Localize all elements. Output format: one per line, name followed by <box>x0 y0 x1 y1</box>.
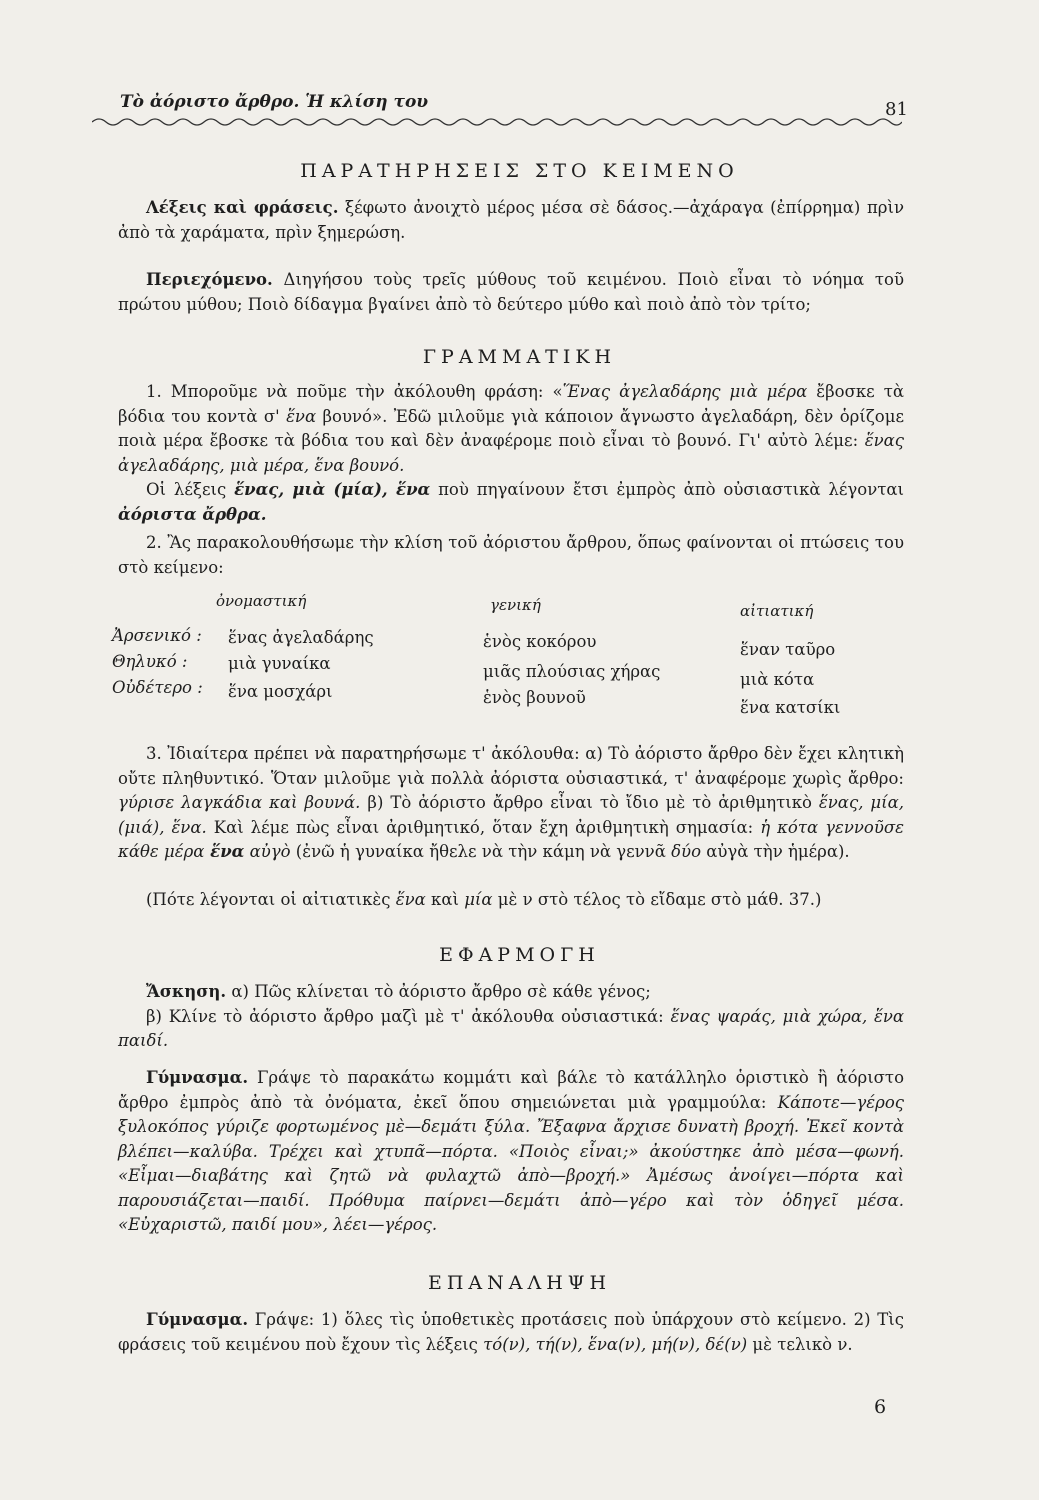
grammar-paragraph-2 <box>118 531 904 580</box>
feminine-nominative: μιὰ γυναίκα <box>228 654 331 673</box>
grammar-paragraph-1 <box>118 380 904 478</box>
row-feminine-label: Θηλυκό : <box>112 652 188 671</box>
feminine-genitive: μιᾶς πλούσιας χήρας <box>483 662 661 681</box>
grammar-p3-text: 3. Ἰδιαίτερα πρέπει νὰ παρατηρήσωμε τ' ἀκόλουθα: α) Τὸ ἀόριστο ἄρθρο δὲν ἔχει κλητικὴ οὔτε πληθυντικό. Ὅταν μιλοῦμε γιὰ πολλὰ ἀόριστα οὐσιαστικά, τ' ἀναφέρομε χωρὶς ἄρθρο: <box>118 744 904 788</box>
review-text-b: μὲ τελικὸ ν. <box>747 1334 853 1354</box>
grammar-paragraph-3 <box>118 742 904 865</box>
grammar-p1-text: 1. Μποροῦμε νὰ ποῦμε τὴν ἀκόλουθη φράση: « <box>146 382 563 401</box>
words-paragraph <box>118 196 904 245</box>
grammar-p1b-term: ἀόριστα ἄρθρα. <box>118 504 267 524</box>
review-text: Γράψε: 1) ὅλες τὶς ὑποθετικὲς προτάσεις ποὺ ὑπάρχουν στὸ κείμενο. 2) Τὶς φράσεις τοῦ κειμένου ποὺ ἔχουν τὶς λέξεις <box>118 1310 904 1354</box>
running-title: Τὸ ἀόριστο ἄρθρο. Ἡ κλίση του <box>120 92 429 112</box>
content-text: Διηγήσου τοὺς τρεῖς μύθους τοῦ κειμένου. Ποιὸ εἶναι τὸ νόημα τοῦ πρώτου μύθου; Ποιὸ δίδαγμα βγαίνει ἀπὸ τὸ δεύτερο μύθο καὶ ποιὸ ἀπὸ τὸν τρίτο; <box>118 270 904 314</box>
declension-table <box>112 592 904 732</box>
row-masculine-label: Ἀρσενικό : <box>112 626 202 645</box>
content-label: Περιεχόμενο. <box>146 270 273 289</box>
grammar-p3-text-b: β) Τὸ ἀόριστο ἄρθρο εἶναι τὸ ἴδιο μὲ τὸ ἀριθμητικὸ <box>360 793 819 812</box>
words-label: Λέξεις καὶ φράσεις. <box>146 198 339 217</box>
grammar-p1-list: ἕνας ἀγελαδάρης, μιὰ μέρα, ἕνα βουνό. <box>118 431 904 475</box>
neuter-accusative: ἕνα κατσίκι <box>740 698 841 717</box>
grammar-p1-quote: Ἕνας ἀγελαδάρης μιὰ μέρα <box>562 382 808 401</box>
masculine-genitive: ἑνὸς κοκόρου <box>483 632 597 651</box>
masculine-accusative: ἕναν ταῦρο <box>740 640 836 659</box>
exercise-part-a: α) Πῶς κλίνεται τὸ ἀόριστο ἄρθρο σὲ κάθε γένος; <box>226 982 651 1001</box>
grammar-p3-example-2: ἕνας, μία, (μιά), ἕνα. <box>118 793 904 837</box>
grammar-p3-example-6: δύο <box>671 842 702 861</box>
masculine-nominative: ἕνας ἀγελαδάρης <box>228 628 374 647</box>
exercise-label: Ἄσκηση. <box>146 982 227 1001</box>
application-heading: ΕΦΑΡΜΟΓΗ <box>439 944 600 966</box>
grammar-p3-example-5: αὐγὸ <box>244 842 291 861</box>
review-paragraph <box>118 1308 904 1357</box>
grammar-p3-example-3: ἡ κότα γεννοῦσε κάθε μέρα <box>118 817 904 861</box>
neuter-genitive: ἑνὸς βουνοῦ <box>483 688 586 707</box>
header-accusative: αἰτιατική <box>740 602 814 620</box>
grammar-p3-example-1: γύρισε λαγκάδια καὶ βουνά. <box>118 793 361 812</box>
gymnasma-text: Γράψε τὸ παρακάτω κομμάτι καὶ βάλε τὸ κατάλληλο ὁριστικὸ ἢ ἀόριστο ἄρθρο ἐμπρὸς ἀπὸ τὰ ὀνόματα, ἐκεῖ ὅπου σημειώνεται μιὰ γραμμούλα: <box>118 1068 904 1112</box>
review-label: Γύμνασμα. <box>146 1310 249 1329</box>
grammar-p1b-words: ἕνας, μιὰ (μία), ἕνα <box>234 480 431 499</box>
feminine-accusative: μιὰ κότα <box>740 670 815 689</box>
header-nominative: ὀνομαστική <box>216 592 307 610</box>
signature-mark: 6 <box>874 1396 887 1418</box>
exercise-part-b-words: ἕνας ψαράς, μιὰ χώρα, ἕνα παιδί. <box>118 1006 905 1050</box>
exercise-part-b: β) Κλίνε τὸ ἀόριστο ἄρθρο μαζὶ μὲ τ' ἀκόλουθα οὐσιαστικά: <box>146 1006 671 1026</box>
grammar-heading: ΓΡΑΜΜΑΤΙΚΗ <box>422 346 617 368</box>
gymnasma-label: Γύμνασμα. <box>146 1068 249 1087</box>
grammar-p1-text-b: ἔβοσκε τὰ βόδια του κοντὰ σ' <box>118 382 904 426</box>
content-paragraph <box>118 268 904 317</box>
grammar-p1-quote2: ἕνα <box>286 406 317 426</box>
grammar-p3b-example-1: ἕνα <box>395 890 426 909</box>
wavy-rule <box>92 110 902 132</box>
gymnasma-paragraph <box>118 1066 904 1238</box>
grammar-p1-text-c: βουνό». Ἐδῶ μιλοῦμε γιὰ κάποιον ἄγνωστο ἀγελαδάρη, δὲν ὁρίζομε ποιὰ μέρα ἔβοσκε τὰ βόδια του καὶ δὲν ἀναφέρομε ποιὸ εἶναι τὸ βουνό. Γι' αὐτὸ λέμε: <box>118 406 904 450</box>
review-words: τό(ν), τή(ν), ἕνα(ν), μή(ν), δέ(ν) <box>483 1334 748 1354</box>
grammar-p3b-text-c: μὲ ν στὸ τέλος τὸ εἴδαμε στὸ μάθ. 37.) <box>492 890 822 909</box>
grammar-p3-text-e: αὐγὰ τὴν ἡμέρα). <box>701 842 850 861</box>
grammar-p2-text: 2. Ἂς παρακολουθήσωμε τὴν κλίση τοῦ ἀόριστου ἄρθρου, ὅπως φαίνονται οἱ πτώσεις του στὸ κείμενο: <box>118 533 904 577</box>
grammar-p3-example-4: ἕνα <box>204 842 245 861</box>
grammar-p3-text-d: (ἐνῶ ἡ γυναίκα ἤθελε νὰ τὴν κάμη νὰ γεννᾶ <box>290 842 672 861</box>
grammar-p1b-text: Οἱ λέξεις <box>146 480 235 499</box>
review-heading: ΕΠΑΝΑΛΗΨΗ <box>427 1272 612 1294</box>
page-number: 81 <box>885 99 908 120</box>
row-neuter-label: Οὐδέτερο : <box>112 678 203 697</box>
grammar-p3b-example-2: μία <box>464 890 493 909</box>
observations-heading: ΠΑΡΑΤΗΡΗΣΕΙΣ ΣΤΟ ΚΕΙΜΕΝΟ <box>300 160 739 182</box>
header-genitive: γενική <box>490 596 541 614</box>
grammar-paragraph-1b <box>118 478 904 527</box>
grammar-p1b-text-b: ποὺ πηγαίνουν ἔτσι ἐμπρὸς ἀπὸ οὐσιαστικὰ λέγονται <box>430 480 904 499</box>
grammar-paragraph-3b <box>118 888 904 913</box>
grammar-p3b-text: (Πότε λέγονται οἱ αἰτιατικὲς <box>146 890 396 909</box>
gymnasma-passage: Κάποτε—γέρος ξυλοκόπος γύριζε φορτωμένος μὲ—δεμάτι ξύλα. Ἔξαφνα ἄρχισε δυνατὴ βροχή. Ἐκεῖ κοντὰ βλέπει—καλύβα. Τρέχει καὶ χτυπᾶ—πόρτα. «Ποιὸς εἶναι;» ἀκούστηκε ἀπὸ μέσα—φωνή. «Εἶμαι—διαβάτης καὶ ζητῶ νὰ φυλαχτῶ ἀπὸ—βροχή.» Ἀμέσως ἀνοίγει—πόρτα καὶ παρουσιάζεται—παιδί. Πρόθυμα παίρνει—δεμάτι ἀπὸ—γέρο καὶ τὸν ὁδηγεῖ μέσα. «Εὐχαριστῶ, παιδί μου», λέει—γέρος. <box>118 1092 904 1234</box>
words-text: ξέφωτο ἀνοιχτὸ μέρος μέσα σὲ δάσος.—ἀχάραγα (ἐπίρρημα) πρὶν ἀπὸ τὰ χαράματα, πρὶν ξημερώση. <box>118 198 904 242</box>
grammar-p3b-text-b: καὶ <box>425 890 465 909</box>
neuter-nominative: ἕνα μοσχάρι <box>228 682 333 701</box>
exercise-paragraph <box>118 980 904 1054</box>
grammar-p3-text-c: Καὶ λέμε πὼς εἶναι ἀριθμητικό, ὅταν ἔχη ἀριθμητικὴ σημασία: <box>206 817 761 837</box>
